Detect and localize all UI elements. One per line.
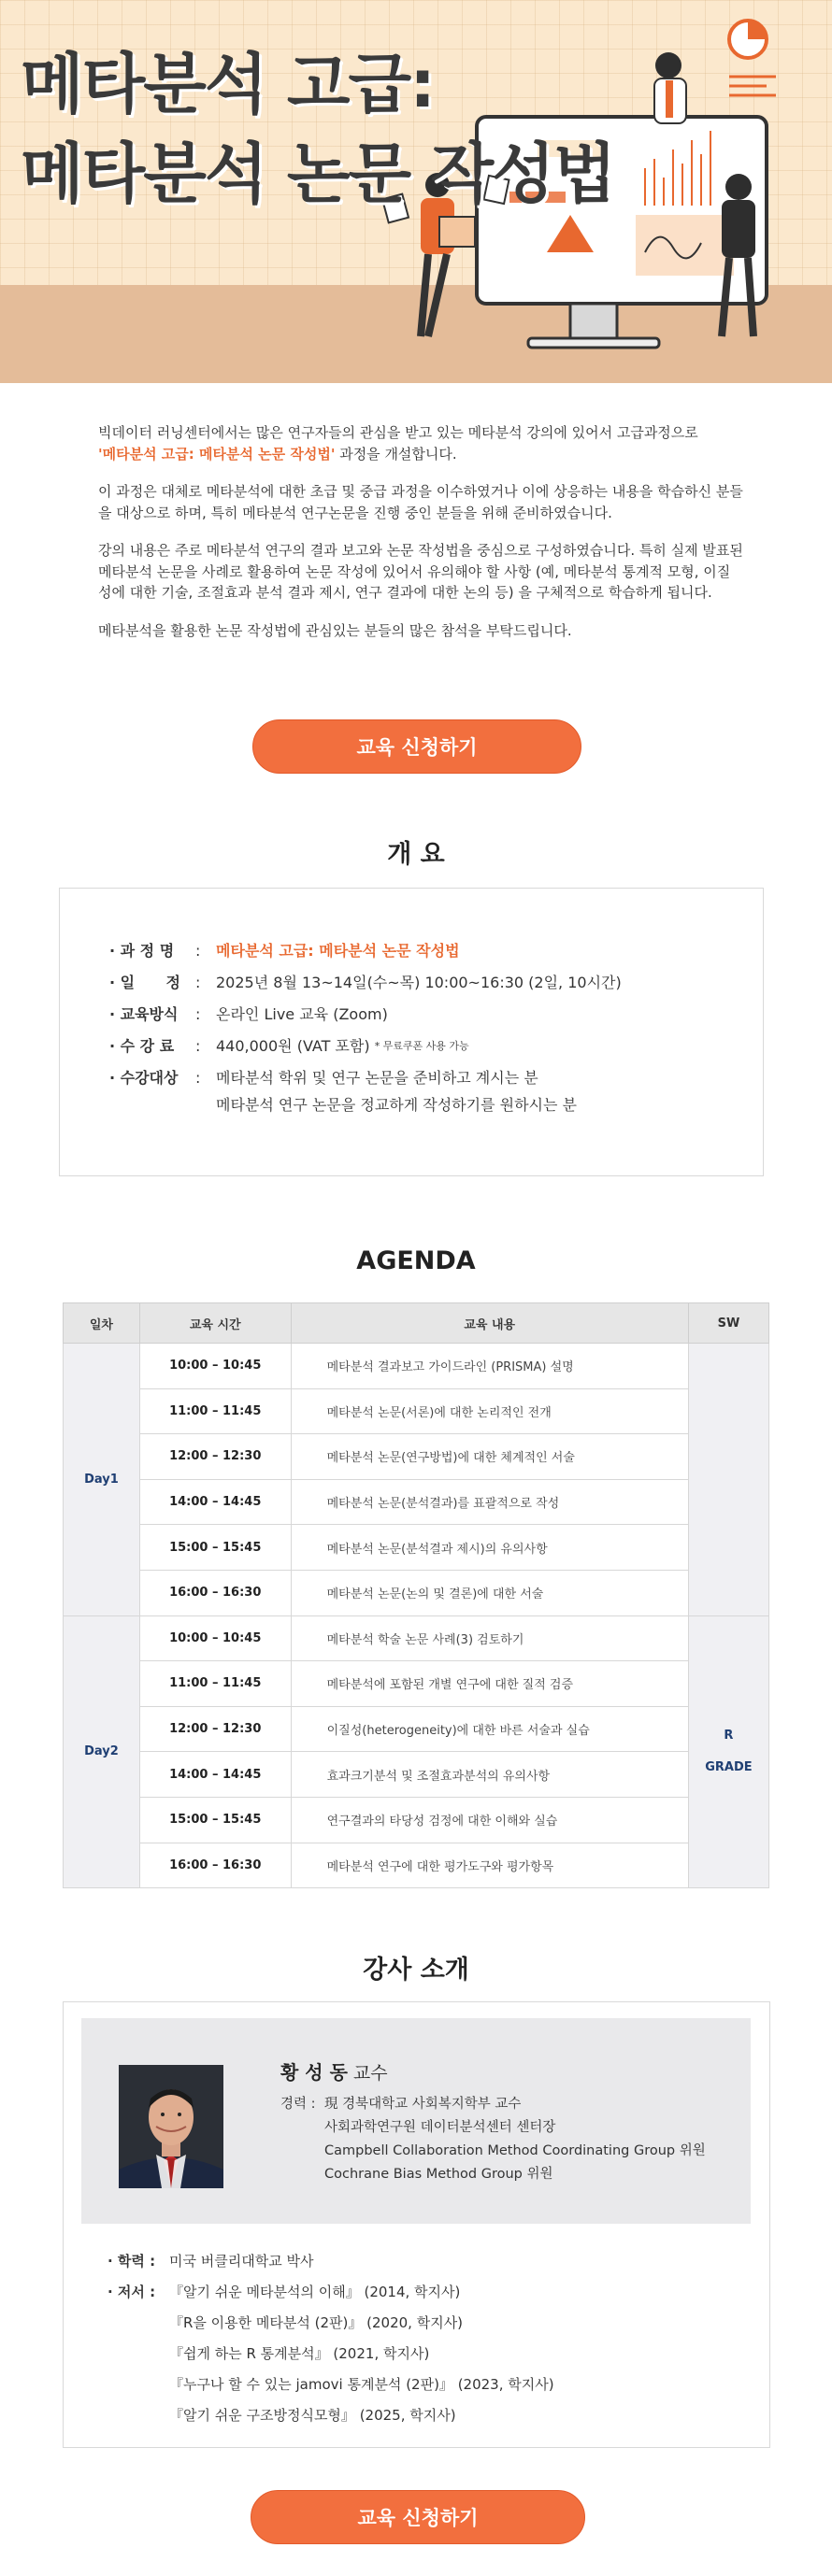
agenda-header-time: 교육 시간 — [139, 1303, 291, 1344]
agenda-time: 14:00 – 14:45 — [139, 1752, 291, 1798]
intro-paragraph-2: 이 과정은 대체로 메타분석에 대한 초급 및 중급 과정을 이수하였거나 이에 상응하는 내용을 학습하신 분들을 대상으로 하며, 특히 메타분석 연구논문을 진행 중인 분들을 위해 준비하였습니다. — [98, 483, 743, 521]
agenda-time: 11:00 – 11:45 — [139, 1388, 291, 1434]
overview-row-course: · 과 정 명 : 메타분석 고급: 메타분석 논문 작성법 — [109, 940, 460, 962]
agenda-sw-day1 — [688, 1344, 768, 1616]
agenda-title: AGENDA — [356, 1246, 476, 1275]
agenda-content: 메타분석 논문(연구방법)에 대한 체계적인 서술 — [291, 1434, 688, 1480]
agenda-content: 메타분석 논문(분석결과)를 표괄적으로 작성 — [291, 1479, 688, 1525]
agenda-time: 16:00 – 16:30 — [139, 1570, 291, 1615]
overview-fee-note: * 무료쿠폰 사용 가능 — [374, 1040, 469, 1052]
agenda-time: 10:00 – 10:45 — [139, 1615, 291, 1661]
hero-title-line1: 메타분석 고급: — [21, 46, 435, 122]
overview-label: · 과 정 명 — [109, 942, 175, 960]
agenda-header-row — [64, 1303, 769, 1344]
book-item: 『알기 쉬운 메타분석의 이해』 (2014, 학지사) — [169, 2284, 461, 2300]
hero-title-line2: 메타분석 논문 작성법 — [21, 135, 615, 212]
overview-title: 개 요 — [387, 840, 445, 869]
sw-r: R — [724, 1728, 734, 1743]
book-item: 『알기 쉬운 구조방정식모형』 (2025, 학지사) — [169, 2407, 456, 2424]
book-item: 『쉽게 하는 R 통계분석』 (2021, 학지사) — [169, 2345, 430, 2362]
career-item: Cochrane Bias Method Group 위원 — [324, 2167, 553, 2182]
agenda-content: 메타분석 학술 논문 사례(3) 검토하기 — [291, 1615, 688, 1661]
overview-label: · 교육방식 — [109, 1005, 179, 1023]
agenda-content: 메타분석 논문(분석결과 제시)의 유의사항 — [291, 1525, 688, 1571]
table-row — [64, 1344, 769, 1389]
agenda-content: 메타분석 논문(서론)에 대한 논리적인 전개 — [291, 1388, 688, 1434]
table-row — [64, 1752, 769, 1798]
overview-label: · 일 정 — [109, 974, 180, 991]
agenda-time: 12:00 – 12:30 — [139, 1706, 291, 1752]
table-row — [64, 1706, 769, 1752]
agenda-header-sw: SW — [688, 1303, 768, 1344]
table-row — [64, 1615, 769, 1661]
sw-grade: GRADE — [705, 1759, 753, 1774]
agenda-time: 11:00 – 11:45 — [139, 1661, 291, 1707]
table-row — [64, 1525, 769, 1571]
agenda-table — [63, 1302, 769, 1888]
agenda-time: 16:00 – 16:30 — [139, 1843, 291, 1888]
instructor-career — [280, 2093, 706, 2186]
overview-value — [216, 1067, 577, 1121]
table-row — [64, 1843, 769, 1888]
agenda-header-content: 교육 내용 — [291, 1303, 688, 1344]
overview-value: 온라인 Live 교육 (Zoom) — [216, 1005, 388, 1023]
hero-title — [21, 39, 614, 219]
overview-value: 메타분석 고급: 메타분석 논문 작성법 — [216, 942, 460, 960]
agenda-day-2: Day2 — [64, 1615, 140, 1888]
agenda-day-1: Day1 — [64, 1344, 140, 1616]
overview-row-schedule: · 일 정 : 2025년 8월 13~14일(수~목) 10:00~16:30 (2일, 10시간) — [109, 972, 622, 994]
career-label: 경력 : — [280, 2097, 316, 2112]
table-row — [64, 1434, 769, 1480]
agenda-time: 10:00 – 10:45 — [139, 1344, 291, 1389]
table-row — [64, 1661, 769, 1707]
instructor-education-books — [108, 2246, 554, 2431]
agenda-content: 이질성(heterogeneity)에 대한 바른 서술과 실습 — [291, 1706, 688, 1752]
agenda-content: 메타분석 연구에 대한 평가도구와 평가항목 — [291, 1843, 688, 1888]
agenda-time: 15:00 – 15:45 — [139, 1797, 291, 1843]
overview-value: 2025년 8월 13~14일(수~목) 10:00~16:30 (2일, 10시간) — [216, 974, 622, 991]
hero-banner — [0, 0, 832, 383]
intro-paragraph-1 — [98, 422, 743, 464]
instructor-honorific: 교수 — [347, 2063, 388, 2084]
agenda-content: 메타분석 논문(논의 및 결론)에 대한 서술 — [291, 1570, 688, 1615]
career-item: Campbell Collaboration Method Coordinating Group 위원 — [324, 2143, 706, 2158]
agenda-header-day: 일차 — [64, 1303, 140, 1344]
book-item: 『누구나 할 수 있는 jamovi 통계분석 (2판)』 (2023, 학지사) — [169, 2376, 554, 2393]
instructor-title: 강사 소개 — [363, 1956, 469, 1985]
intro-paragraph-3: 강의 내용은 주로 메타분석 연구의 결과 보고와 논문 작성법을 중심으로 구성하였습니다. 특히 실제 발표된 메타분석 논문을 사례로 활용하여 논문 작성에 있어서 유의해야 할 사항 (예, 메타분석 통계적 모형, 이질성에 대한 기술, 조절효과 분석 결과 제시, 연구 결과에 대한 논의 등) 을 구체적으로 학습하게 됩니다. — [98, 542, 743, 601]
table-row — [64, 1479, 769, 1525]
agenda-sw-day2 — [688, 1615, 768, 1888]
intro-course-name: '메타분석 고급: 메타분석 논문 작성법' — [98, 445, 336, 463]
agenda-content: 연구결과의 타당성 검정에 대한 이해와 실습 — [291, 1797, 688, 1843]
table-row — [64, 1570, 769, 1615]
instructor-photo — [119, 2065, 223, 2188]
intro-paragraph-4: 메타분석을 활용한 논문 작성법에 관심있는 분들의 많은 참석을 부탁드립니다. — [98, 621, 572, 639]
overview-box — [59, 888, 764, 1176]
agenda-content: 효과크기분석 및 조절효과분석의 유의사항 — [291, 1752, 688, 1798]
overview-label: · 수강대상 — [109, 1069, 179, 1087]
intro-text — [98, 422, 743, 658]
career-item: 사회과학연구원 데이터분석센터 센터장 — [324, 2120, 556, 2135]
overview-target-1: 메타분석 학위 및 연구 논문을 준비하고 계시는 분 — [216, 1069, 538, 1087]
agenda-time: 12:00 – 12:30 — [139, 1434, 291, 1480]
apply-button-bottom[interactable]: 교육 신청하기 — [251, 2490, 585, 2544]
intro-p1-text: 빅데이터 러닝센터에서는 많은 연구자들의 관심을 받고 있는 메타분석 강의에 있어서 고급과정으로 — [98, 424, 698, 441]
agenda-time: 15:00 – 15:45 — [139, 1525, 291, 1571]
agenda-content: 메타분석에 포함된 개별 연구에 대한 질적 검증 — [291, 1661, 688, 1707]
agenda-content: 메타분석 결과보고 가이드라인 (PRISMA) 설명 — [291, 1344, 688, 1389]
overview-row-method: · 교육방식 : 온라인 Live 교육 (Zoom) — [109, 1003, 388, 1026]
overview-label: · 수 강 료 — [109, 1037, 175, 1055]
overview-target-2: 메타분석 연구 논문을 정교하게 작성하기를 원하시는 분 — [216, 1096, 578, 1114]
overview-value: 440,000원 (VAT 포함) — [216, 1037, 370, 1055]
instructor-name — [280, 2057, 388, 2085]
overview-row-target: · 수강대상 : 메타분석 학위 및 연구 논문을 준비하고 계시는 분 메타분석 연구 논문을 정교하게 작성하기를 원하시는 분 — [109, 1067, 577, 1121]
books-label: · 저서 : — [108, 2284, 156, 2300]
career-item: 現 경북대학교 사회복지학부 교수 — [324, 2097, 522, 2112]
education-value: 미국 버클리대학교 박사 — [169, 2253, 314, 2270]
table-row — [64, 1797, 769, 1843]
table-row — [64, 1388, 769, 1434]
agenda-time: 14:00 – 14:45 — [139, 1479, 291, 1525]
instructor-name-text: 황 성 동 — [280, 2061, 348, 2084]
intro-p1-suffix: 과정을 개설합니다. — [335, 445, 457, 463]
book-item: 『R을 이용한 메타분석 (2판)』 (2020, 학지사) — [169, 2314, 464, 2331]
apply-button-top[interactable]: 교육 신청하기 — [252, 719, 581, 774]
education-label: · 학력 : — [108, 2253, 156, 2270]
overview-row-fee: · 수 강 료 : 440,000원 (VAT 포함) * 무료쿠폰 사용 가능 — [109, 1035, 469, 1058]
